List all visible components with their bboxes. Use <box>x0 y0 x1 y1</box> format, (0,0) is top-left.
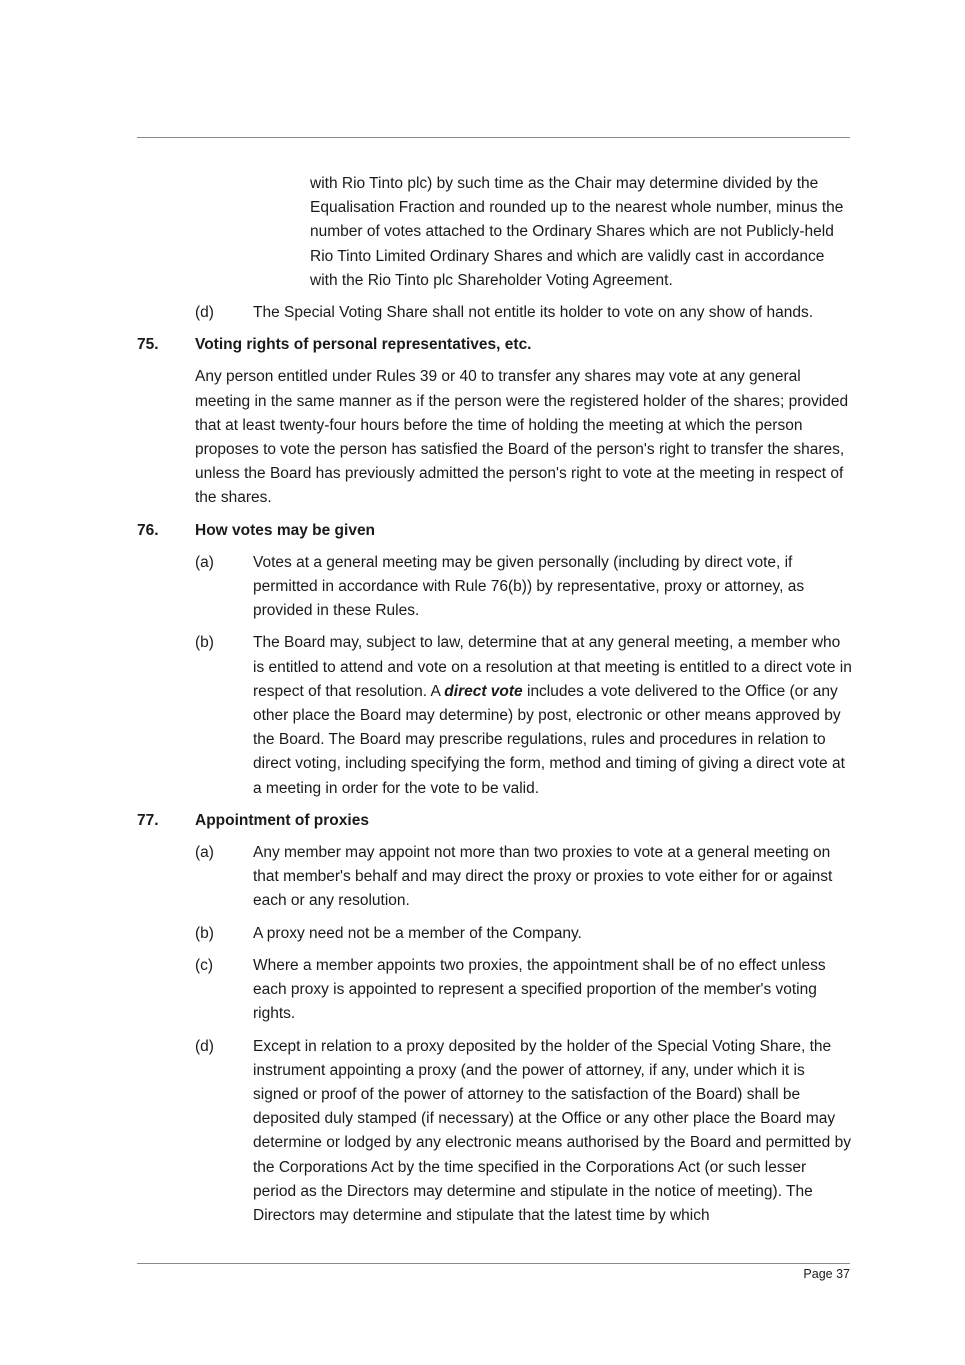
clause-label: (d) <box>195 1037 214 1055</box>
section-76-heading <box>137 519 853 543</box>
page-number: Page 37 <box>803 1267 850 1281</box>
clause-text: Any member may appoint not more than two proxies to vote at a general meeting on that member's behalf and may direct the proxy or proxies to vote either for or against each or any resolution. <box>253 844 833 910</box>
document-body <box>137 172 853 1236</box>
clause-76a <box>195 551 853 624</box>
clause-text: A proxy need not be a member of the Company. <box>253 924 582 942</box>
header-divider <box>137 137 850 138</box>
clause-label: (d) <box>195 304 214 322</box>
clause-label: (a) <box>195 844 214 862</box>
section-title: How votes may be given <box>195 521 376 539</box>
continued-paragraph: with Rio Tinto plc) by such time as the Chair may determine divided by the Equalisation Fraction and rounded up to the nearest whole number, minus the number of votes attached to the Ordinary Shares which are not Publicly-held Rio Tinto Limited Ordinary Shares and which are validly cast in accordance with the Rio Tinto plc Shareholder Voting Agreement. <box>310 175 844 289</box>
clause-label: (c) <box>195 956 214 974</box>
section-75-body: Any person entitled under Rules 39 or 40 to transfer any shares may vote at any general meeting in the same manner as if the person were the registered holder of the shares; provided that at least twenty-four hours before the time of holding the meeting at which the person proposes to vote the person has satisfied the Board of the person's right to transfer the shares, unless the Board has previously admitted the person's right to vote at the meeting in respect of the shares. <box>195 368 849 507</box>
section-number: 75. <box>137 336 159 354</box>
clause-text-part-2: includes a vote delivered to the Office (or any other place the Board may determine) by post, electronic or other means approved by the Board. The Board may prescribe regulations, rules and procedures in relation to direct voting, including specifying the form, method and timing of giving a direct vote at a meeting in order for the vote to be valid. <box>253 682 845 797</box>
clause-77d <box>195 1035 853 1229</box>
section-77-heading <box>137 809 853 833</box>
defined-term: direct vote <box>444 682 523 700</box>
clause-77c <box>195 954 853 1027</box>
clause-label: (b) <box>195 924 214 942</box>
clause-text: Where a member appoints two proxies, the appointment shall be of no effect unless each proxy is appointed to represent a specified proportion of the member's voting rights. <box>253 956 826 1023</box>
section-title: Appointment of proxies <box>195 811 369 829</box>
clause-76b <box>195 631 853 800</box>
section-number: 77. <box>137 811 159 829</box>
clause-text <box>253 631 853 800</box>
clause-77b <box>195 922 853 946</box>
footer-divider <box>137 1263 850 1264</box>
clause-74d <box>195 301 853 325</box>
clause-77a <box>195 841 853 914</box>
section-75-heading <box>137 333 853 357</box>
clause-label: (b) <box>195 634 214 652</box>
clause-text: Votes at a general meeting may be given personally (including by direct vote, if permitted in accordance with Rule 76(b)) by representative, proxy or attorney, as provided in these Rules. <box>253 553 805 620</box>
section-number: 76. <box>137 521 159 539</box>
clause-text-part-1: The Board may, subject to law, determine that at any general meeting, a member who is entitled to attend and vote on a resolution at that meeting is entitled to a direct vote in respect of that resolution. A <box>253 634 852 700</box>
clause-text: The Special Voting Share shall not entitle its holder to vote on any show of hands. <box>253 304 814 322</box>
clause-label: (a) <box>195 553 214 571</box>
clause-text: Except in relation to a proxy deposited by the holder of the Special Voting Share, the instrument appointing a proxy (and the power of attorney, if any, under which it is signed or proof of the power of attorney to the satisfaction of the Board) shall be deposited duly stamped (if necessary) at the Office or any other place the Board may determine or lodged by any electronic means authorised by the Board and permitted by the Corporations Act by the time specified in the Corporations Act (or such lesser period as the Directors may determine and stipulate in the notice of meeting). The Directors may determine and stipulate that the latest time by which <box>253 1037 851 1224</box>
section-title: Voting rights of personal representatives, etc. <box>195 336 532 354</box>
